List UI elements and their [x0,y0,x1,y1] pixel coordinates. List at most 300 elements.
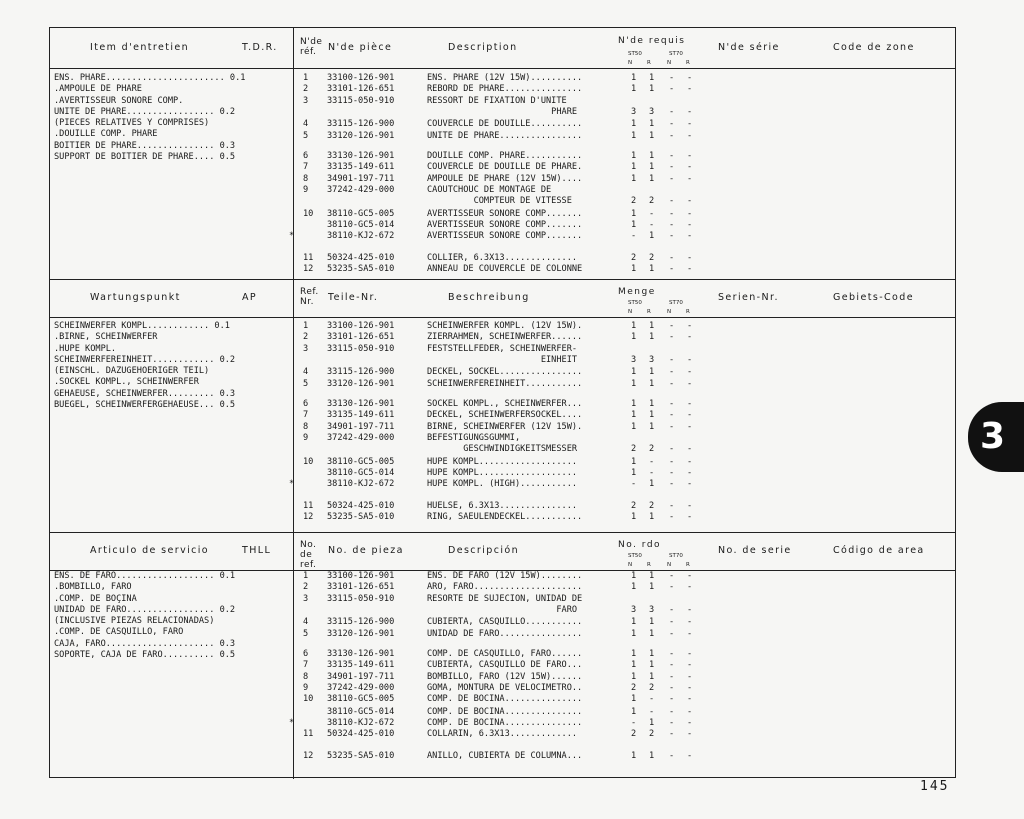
part-row [50,253,955,264]
part-description: SOCKEL KOMPL., SCHEINWERFER... [427,398,583,409]
part-description: EINHEIT [427,354,578,365]
qty-st50-n: 1 [631,706,637,717]
qty-st70-r: - [687,219,693,230]
part-description: ANILLO, CUBIERTA DE COLUMNA... [427,750,583,761]
qty-st70-n: - [669,750,675,761]
part-row [50,571,955,582]
part-row [50,220,955,231]
part-number: 34901-197-711 [327,671,395,682]
qty-st50-r: 2 [649,682,655,693]
qty-st50-r: 2 [649,196,655,207]
part-description: COMP. DE BOCINA............... [427,694,583,705]
qty-st50-n: 1 [631,398,637,409]
part-row [50,119,955,130]
service-item: .HUPE KOMPL. [54,343,117,354]
part-description: COUVERCLE DE DOUILLE.......... [427,119,583,130]
qty-st70-n: - [669,582,675,593]
part-row [50,321,955,332]
part-description: GOMA, MONTURA DE VELOCIMETRO.. [427,682,583,693]
qty-st70-n: - [669,263,675,274]
part-number: 33101-126-651 [327,332,395,343]
chapter-tab [968,402,1024,472]
qty-st70-r: - [687,84,693,95]
qty-st50-n: 1 [631,571,637,581]
service-item: ENS. PHARE....................... 0.1 [54,73,246,83]
part-row [50,444,955,455]
part-row [50,751,955,762]
part-number: 38110-GC5-005 [327,208,395,219]
qty-st70-r: - [687,729,693,740]
qty-st50-r: 3 [649,106,655,117]
header-divider [50,317,955,318]
part-number: 37242-429-000 [327,184,395,195]
qty-st70-n: - [669,332,675,343]
qty-st50-n: 1 [631,332,637,343]
part-description: COLLARIN, 6.3X13............. [427,729,578,740]
qty-st50-n: 1 [631,173,637,184]
part-number: 33115-050-910 [327,593,395,604]
part-ref: 7 [303,410,309,421]
part-ref: * [289,717,295,728]
qty-st50-r: - [649,456,655,467]
qty-st70-r: - [687,162,693,173]
header-ref: Ref. Nr. [300,287,319,307]
part-number: 33101-126-651 [327,84,395,95]
qty-st50-r: 1 [649,582,655,593]
qty-st50-n: - [631,717,637,728]
part-row [50,151,955,162]
header-st70: ST70 [669,300,683,306]
qty-st70-r: - [687,617,693,628]
part-row [50,629,955,640]
qty-st50-n: 2 [631,729,637,740]
part-description: CUBIERTA, CASQUILLO DE FARO... [427,660,583,671]
part-description: DECKEL, SOCKEL................ [427,367,583,378]
part-ref: 2 [303,84,309,95]
qty-st50-n: 1 [631,130,637,141]
part-ref: 1 [303,73,309,83]
part-number: 33120-126-901 [327,130,395,141]
part-ref: 8 [303,421,309,432]
part-description: BIRNE, SCHEINWERFER (12V 15W). [427,421,583,432]
header-serial: Serien-Nr. [718,292,779,303]
qty-st50-n: 1 [631,263,637,274]
qty-st70-r: - [687,571,693,581]
qty-st50-n: 1 [631,208,637,219]
qty-st70-n: - [669,231,675,242]
part-description: CAOUTCHOUC DE MONTAGE DE [427,184,552,195]
qty-st70-n: - [669,571,675,581]
part-number: 50324-425-010 [327,500,395,511]
service-item: BOITIER DE PHARE............... 0.3 [54,140,236,151]
part-row [50,209,955,220]
qty-st70-r: - [687,582,693,593]
qty-st70-n: - [669,444,675,455]
qty-st70-r: - [687,73,693,83]
qty-st50-n: 1 [631,467,637,478]
service-item: SUPPORT DE BOITIER DE PHARE.... 0.5 [54,152,236,163]
qty-st70-r: - [687,706,693,717]
qty-st70-r: - [687,263,693,274]
part-row [50,96,955,107]
part-number: 53235-SA5-010 [327,750,395,761]
part-number: 38110-KJ2-672 [327,717,395,728]
header-st70: ST70 [669,51,683,57]
service-item: (EINSCHL. DAZUGEHOERIGER TEIL) [54,366,210,377]
qty-st50-r: 1 [649,617,655,628]
qty-st50-n: 1 [631,162,637,173]
qty-st50-r: - [649,694,655,705]
qty-st50-r: 1 [649,119,655,130]
qty-st50-n: 1 [631,73,637,83]
qty-st70-n: - [669,456,675,467]
qty-st70-r: - [687,173,693,184]
header-tdr: AP [242,292,258,303]
qty-st50-r: 1 [649,671,655,682]
qty-st70-r: - [687,231,693,242]
part-description: ANNEAU DE COUVERCLE DE COLONNE [427,263,583,274]
qty-st50-r: 3 [649,354,655,365]
header-st50: ST50 [628,553,642,559]
qty-st70-n: - [669,150,675,161]
part-ref: 9 [303,432,309,443]
qty-st50-n: 2 [631,252,637,263]
part-row [50,617,955,628]
part-number: 33101-126-651 [327,582,395,593]
header-nr: R [647,60,651,66]
part-number: 33130-126-901 [327,150,395,161]
part-ref: 4 [303,119,309,130]
header-serial: N'de série [718,42,780,53]
qty-st50-n: 1 [631,219,637,230]
qty-st70-r: - [687,628,693,639]
part-number: 53235-SA5-010 [327,511,395,522]
service-item: (PIECES RELATIVES Y COMPRISES) [54,118,210,129]
header-description: Beschreibung [448,292,530,303]
part-row [50,512,955,523]
part-ref: 2 [303,332,309,343]
part-description: COMP. DE CASQUILLO, FARO...... [427,648,583,659]
part-description: PHARE [427,106,578,117]
qty-st70-n: - [669,467,675,478]
part-row [50,729,955,740]
qty-st50-n: 1 [631,648,637,659]
part-row [50,694,955,705]
qty-st50-n: 1 [631,694,637,705]
part-number: 37242-429-000 [327,682,395,693]
qty-st50-r: 1 [649,750,655,761]
header-ref: No. de ref. [300,540,317,570]
qty-st50-r: 1 [649,367,655,378]
part-number: 38110-GC5-014 [327,706,395,717]
part-ref: 3 [303,343,309,354]
qty-st50-n: 1 [631,367,637,378]
part-row [50,107,955,118]
part-description: AMPOULE DE PHARE (12V 15W).... [427,173,583,184]
qty-st70-n: - [669,717,675,728]
qty-st70-n: - [669,119,675,130]
part-number: 33115-126-900 [327,367,395,378]
part-number: 50324-425-010 [327,252,395,263]
qty-st70-r: - [687,604,693,615]
part-row [50,84,955,95]
part-description: AVERTISSEUR SONORE COMP....... [427,208,583,219]
part-description: COUVERCLE DE DOUILLE DE PHARE. [427,162,583,173]
part-description: RESSORT DE FIXATION D'UNITE [427,95,567,106]
service-item: .BIRNE, SCHEINWERFER [54,332,158,343]
qty-st70-r: - [687,252,693,263]
part-description: AVERTISSEUR SONORE COMP....... [427,231,583,242]
part-row [50,379,955,390]
part-row [50,501,955,512]
qty-st70-r: - [687,378,693,389]
qty-st50-n: 1 [631,456,637,467]
qty-st50-r: 1 [649,479,655,490]
qty-st50-n: 3 [631,604,637,615]
part-description: SCHEINWERFER KOMPL. (12V 15W). [427,321,583,331]
part-number: 38110-KJ2-672 [327,231,395,242]
service-item: SCHEINWERFEREINHEIT............ 0.2 [54,354,236,365]
qty-st50-n: 1 [631,511,637,522]
qty-st50-r: - [649,467,655,478]
part-row [50,174,955,185]
service-item: SOPORTE, CAJA DE FARO.......... 0.5 [54,650,236,661]
part-description: REBORD DE PHARE............... [427,84,583,95]
qty-st50-n: 1 [631,671,637,682]
qty-st70-r: - [687,150,693,161]
qty-st50-r: - [649,706,655,717]
qty-st50-r: 3 [649,604,655,615]
part-ref: 4 [303,367,309,378]
part-description: SCHEINWERFEREINHEIT........... [427,378,583,389]
part-description: CUBIERTA, CASQUILLO........... [427,617,583,628]
qty-st50-r: 1 [649,571,655,581]
qty-st70-n: - [669,321,675,331]
part-description: COMP. DE BOCINA............... [427,717,583,728]
part-row [50,399,955,410]
part-number: 33100-126-901 [327,321,395,331]
qty-st70-n: - [669,378,675,389]
header-tdr: T.D.R. [242,42,278,53]
qty-st50-r: 1 [649,410,655,421]
qty-st50-n: 2 [631,444,637,455]
qty-st50-r: 1 [649,162,655,173]
part-number: 34901-197-711 [327,173,395,184]
qty-st70-r: - [687,500,693,511]
service-item: .AVERTISSEUR SONORE COMP. [54,95,184,106]
qty-st50-n: - [631,479,637,490]
part-number: 33120-126-901 [327,628,395,639]
part-row [50,457,955,468]
part-row [50,433,955,444]
part-description: UNITE DE PHARE................ [427,130,583,141]
service-item: .DOUILLE COMP. PHARE [54,129,158,140]
qty-st70-r: - [687,354,693,365]
qty-st50-n: - [631,231,637,242]
header-nr: N [628,60,633,66]
part-ref: 12 [303,263,314,274]
qty-st50-n: 1 [631,660,637,671]
qty-st50-r: 1 [649,73,655,83]
part-number: 38110-GC5-014 [327,467,395,478]
qty-st70-r: - [687,398,693,409]
qty-st70-r: - [687,671,693,682]
qty-st50-n: 1 [631,321,637,331]
header-st70: ST70 [669,553,683,559]
part-number: 33115-050-910 [327,95,395,106]
qty-st70-r: - [687,467,693,478]
qty-st70-r: - [687,106,693,117]
qty-st70-n: - [669,660,675,671]
part-row [50,355,955,366]
qty-st70-r: - [687,694,693,705]
part-number: 33130-126-901 [327,648,395,659]
part-row [50,162,955,173]
part-row [50,718,955,729]
part-number: 53235-SA5-010 [327,263,395,274]
qty-st50-r: 1 [649,717,655,728]
service-item: .COMP. DE BOÇINA [54,593,137,604]
qty-st50-r: 1 [649,421,655,432]
part-ref: 11 [303,500,314,511]
part-number: 33115-126-900 [327,617,395,628]
qty-st50-r: 1 [649,398,655,409]
part-row [50,582,955,593]
qty-st50-n: 1 [631,750,637,761]
part-ref: * [289,479,295,490]
qty-st50-r: 1 [649,511,655,522]
qty-st70-r: - [687,421,693,432]
header-part: N'de pièce [328,42,393,53]
qty-st70-n: - [669,410,675,421]
part-number: 33120-126-901 [327,378,395,389]
part-description: ENS. DE FARO (12V 15W)........ [427,571,583,581]
qty-st70-n: - [669,617,675,628]
part-ref: 10 [303,694,314,705]
service-item: CAJA, FARO..................... 0.3 [54,638,236,649]
part-row [50,73,955,84]
part-ref: 5 [303,628,309,639]
qty-st70-r: - [687,660,693,671]
chapter-number: 3 [980,416,1006,457]
part-number: 33135-149-611 [327,410,395,421]
part-ref: 5 [303,378,309,389]
qty-st50-n: 1 [631,84,637,95]
part-ref: 9 [303,682,309,693]
service-item: ENS. DE FARO................... 0.1 [54,571,236,581]
part-row [50,422,955,433]
parts-catalog-page [49,27,956,778]
header-part: Teile-Nr. [328,292,379,303]
service-item: .AMPOULE DE PHARE [54,84,142,95]
qty-st50-n: 2 [631,682,637,693]
qty-st50-r: - [649,208,655,219]
header-nr: N [667,562,672,568]
qty-st70-r: - [687,367,693,378]
part-row [50,410,955,421]
part-description: HUELSE, 6.3X13............... [427,500,578,511]
part-ref: 8 [303,173,309,184]
part-number: 33135-149-611 [327,660,395,671]
header-nr: R [647,309,651,315]
qty-st70-r: - [687,130,693,141]
qty-st50-r: 1 [649,84,655,95]
qty-st70-n: - [669,173,675,184]
qty-st50-n: 1 [631,617,637,628]
part-row [50,468,955,479]
header-nr: N [667,60,672,66]
header-nr: N [628,309,633,315]
part-row [50,707,955,718]
part-description: AVERTISSEUR SONORE COMP....... [427,219,583,230]
service-item: UNIDAD DE FARO................. 0.2 [54,604,236,615]
qty-st70-r: - [687,648,693,659]
part-ref: 10 [303,208,314,219]
qty-st50-n: 1 [631,410,637,421]
part-description: COLLIER, 6.3X13.............. [427,252,578,263]
qty-st50-r: 1 [649,321,655,331]
part-number: 38110-GC5-014 [327,219,395,230]
qty-st70-r: - [687,208,693,219]
section-divider [50,279,955,280]
header-nr: R [686,60,690,66]
qty-st50-r: 1 [649,150,655,161]
qty-st70-n: - [669,219,675,230]
qty-st70-n: - [669,208,675,219]
part-ref: 6 [303,398,309,409]
qty-st70-r: - [687,750,693,761]
qty-st70-n: - [669,84,675,95]
part-description: FARO [427,604,578,615]
qty-st70-n: - [669,162,675,173]
qty-st50-r: 1 [649,628,655,639]
qty-st50-n: 1 [631,150,637,161]
header-nr: N [628,562,633,568]
header-nr: R [686,562,690,568]
service-item: .COMP. DE CASQUILLO, FARO [54,627,184,638]
part-ref: 1 [303,321,309,331]
part-row [50,672,955,683]
part-description: RESORTE DE SUJECION, UNIDAD DE [427,593,583,604]
qty-st70-n: - [669,729,675,740]
qty-st70-r: - [687,717,693,728]
part-row [50,185,955,196]
header-quantity: N'de requis [618,36,686,46]
part-row [50,344,955,355]
part-ref: * [289,231,295,242]
qty-st50-r: 1 [649,660,655,671]
part-description: BEFESTIGUNGSGUMMI, [427,432,521,443]
part-ref: 7 [303,162,309,173]
header-item: Wartungspunkt [90,292,181,303]
header-nr: R [686,309,690,315]
part-row [50,264,955,275]
qty-st50-n: 3 [631,354,637,365]
qty-st70-n: - [669,648,675,659]
part-number: 33100-126-901 [327,571,395,581]
qty-st70-n: - [669,106,675,117]
part-number: 33115-050-910 [327,343,395,354]
part-description: COMPTEUR DE VITESSE [427,196,572,207]
service-item: UNITE DE PHARE................. 0.2 [54,106,236,117]
qty-st70-n: - [669,628,675,639]
qty-st70-r: - [687,321,693,331]
part-number: 33135-149-611 [327,162,395,173]
service-item: BUEGEL, SCHEINWERFERGEHAEUSE... 0.5 [54,400,236,411]
qty-st70-r: - [687,444,693,455]
header-nr: N [667,309,672,315]
part-description: HUPE KOMPL. (HIGH)........... [427,479,578,490]
